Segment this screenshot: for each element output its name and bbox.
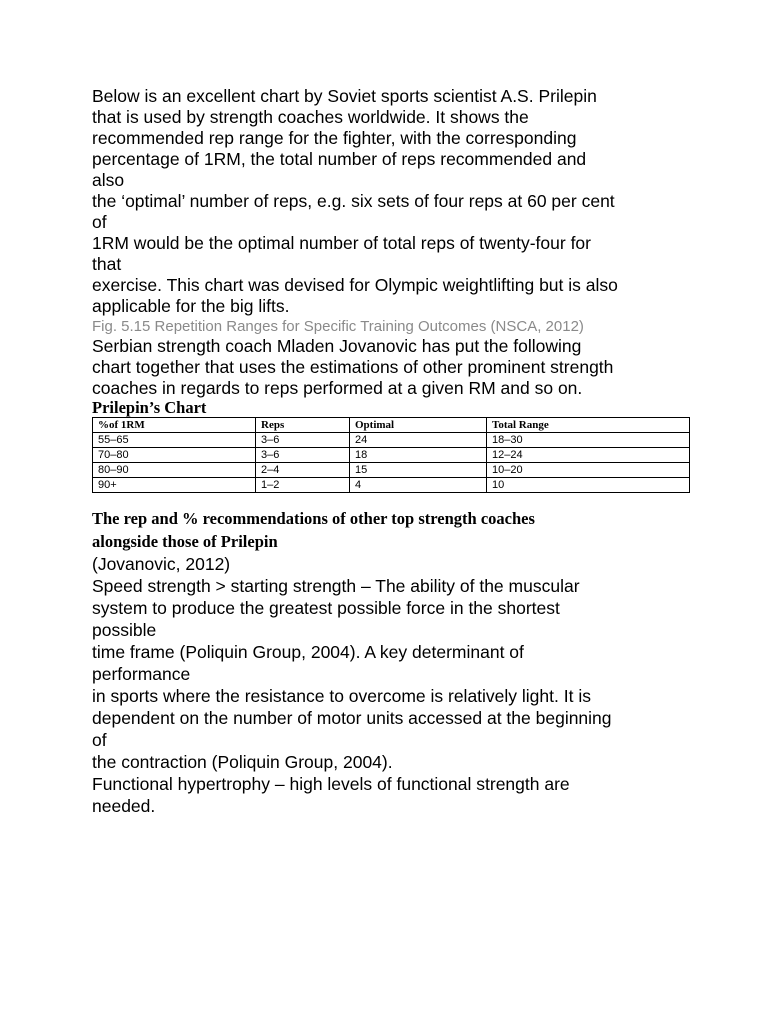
- table-cell: 18–30: [487, 433, 690, 448]
- table-cell: 2–4: [256, 463, 350, 478]
- table-row: [93, 463, 690, 478]
- table-cell: 15: [350, 463, 487, 478]
- table-cell: 1–2: [256, 478, 350, 493]
- table-cell: 4: [350, 478, 487, 493]
- text-line: Serbian strength coach Mladen Jovanovic has put the following: [92, 336, 582, 356]
- text-line: in sports where the resistance to overcome is relatively light. It is: [92, 686, 591, 706]
- text-line: possible: [92, 620, 157, 640]
- text-line: of: [92, 212, 107, 232]
- text-line: needed.: [92, 796, 156, 816]
- table-row: [93, 478, 690, 493]
- text-line: percentage of 1RM, the total number of reps recommended and: [92, 149, 587, 169]
- text-line: Below is an excellent chart by Soviet sports scientist A.S. Prilepin: [92, 86, 597, 106]
- text-line: also: [92, 170, 125, 190]
- text-line: recommended rep range for the fighter, with the corresponding: [92, 128, 577, 148]
- text-line: system to produce the greatest possible force in the shortest: [92, 598, 560, 618]
- serbian-paragraph: [92, 336, 692, 399]
- intro-paragraph: [92, 86, 692, 317]
- table-cell: 10–20: [487, 463, 690, 478]
- table-cell: 18: [350, 448, 487, 463]
- prilepin-table: [92, 417, 690, 493]
- chart-title: Prilepin’s Chart: [92, 398, 207, 417]
- table-cell: 55–65: [93, 433, 256, 448]
- recommendations-heading: [92, 507, 692, 553]
- column-header: %of 1RM: [93, 418, 256, 433]
- column-header: Total Range: [487, 418, 690, 433]
- table-cell: 10: [487, 478, 690, 493]
- text-line: 1RM would be the optimal number of total reps of twenty-four for: [92, 233, 591, 253]
- text-line: The rep and % recommendations of other top strength coaches: [92, 509, 535, 528]
- text-line: the ‘optimal’ number of reps, e.g. six sets of four reps at 60 per cent: [92, 191, 615, 211]
- text-line: time frame (Poliquin Group, 2004). A key determinant of: [92, 642, 524, 662]
- text-line: of: [92, 730, 107, 750]
- text-line: coaches in regards to reps performed at a given RM and so on.: [92, 378, 583, 398]
- text-line: Speed strength > starting strength – The ability of the muscular: [92, 576, 580, 596]
- text-line: (Jovanovic, 2012): [92, 554, 231, 574]
- table-header-row: [93, 418, 690, 433]
- text-line: exercise. This chart was devised for Olympic weightlifting but is also: [92, 275, 618, 295]
- table-cell: 3–6: [256, 433, 350, 448]
- table-cell: 12–24: [487, 448, 690, 463]
- text-line: alongside those of Prilepin: [92, 532, 278, 551]
- document-page: [92, 86, 692, 817]
- text-line: dependent on the number of motor units accessed at the beginning: [92, 708, 612, 728]
- body-paragraph: [92, 553, 692, 817]
- text-line: Functional hypertrophy – high levels of functional strength are: [92, 774, 570, 794]
- table-row: [93, 448, 690, 463]
- column-header: Reps: [256, 418, 350, 433]
- table-row: [93, 433, 690, 448]
- table-cell: 24: [350, 433, 487, 448]
- table-cell: 3–6: [256, 448, 350, 463]
- text-line: that: [92, 254, 122, 274]
- text-line: that is used by strength coaches worldwide. It shows the: [92, 107, 529, 127]
- table-cell: 80–90: [93, 463, 256, 478]
- table-cell: 90+: [93, 478, 256, 493]
- figure-caption: Fig. 5.15 Repetition Ranges for Specific Training Outcomes (NSCA, 2012): [92, 318, 584, 335]
- text-line: applicable for the big lifts.: [92, 296, 290, 316]
- text-line: the contraction (Poliquin Group, 2004).: [92, 752, 393, 772]
- table-cell: 70–80: [93, 448, 256, 463]
- text-line: chart together that uses the estimations of other prominent strength: [92, 357, 614, 377]
- text-line: performance: [92, 664, 191, 684]
- column-header: Optimal: [350, 418, 487, 433]
